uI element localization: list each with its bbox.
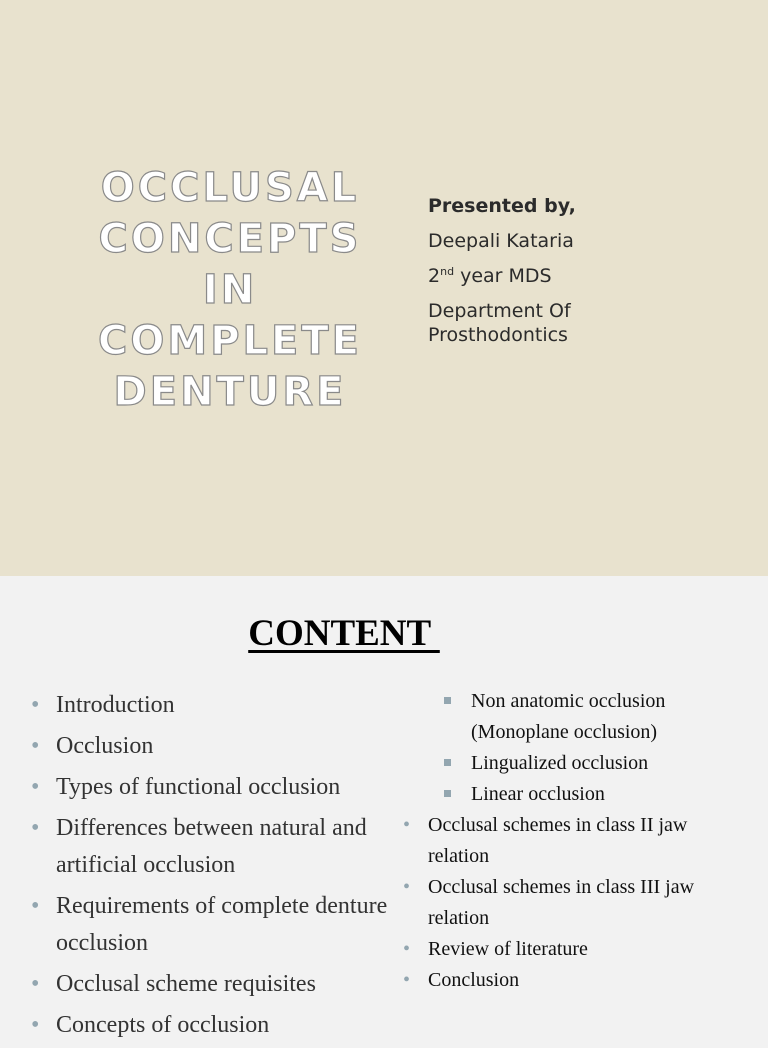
year-number: 2 (428, 265, 441, 287)
bullet-icon: • (403, 814, 411, 836)
list-item-text: Review of literature (428, 938, 588, 960)
list-item-text: Linear occlusion (471, 783, 605, 805)
list-item-text: Occlusion (56, 733, 154, 759)
title-line: COMPLETE (98, 318, 362, 364)
list-item-text: Conclusion (428, 969, 520, 991)
presenter-info (428, 194, 748, 347)
content-slide (0, 576, 768, 1038)
list-item-text: Non anatomic occlusion (Monoplane occlusion) (471, 690, 666, 743)
year-suffix: nd (440, 265, 455, 278)
department-line-2: Prosthodontics (428, 324, 568, 346)
presenter-year (428, 264, 748, 288)
list-item (31, 888, 401, 962)
list-item-text: Concepts of occlusion (56, 1012, 270, 1038)
title-line: DENTURE (113, 369, 347, 415)
content-list-left (31, 687, 401, 1048)
list-item (31, 1007, 401, 1044)
content-heading: CONTENT (248, 613, 440, 654)
presenter-name: Deepali Kataria (428, 230, 574, 252)
list-item-text: Occlusal scheme requisites (56, 971, 316, 997)
list-item (403, 810, 753, 872)
bullet-icon: • (31, 971, 40, 997)
bullet-icon: • (31, 733, 40, 759)
department-line-1: Department Of (428, 300, 571, 322)
list-item (31, 966, 401, 1003)
square-bullet-icon (444, 697, 451, 704)
list-item (31, 769, 401, 806)
title-line: CONCEPTS (98, 216, 362, 262)
list-item (403, 934, 753, 965)
list-item (403, 965, 753, 996)
list-item-text: Occlusal schemes in class III jaw relation (428, 876, 695, 929)
bullet-icon: • (403, 876, 411, 898)
list-item-text: Introduction (56, 692, 175, 718)
list-item-text: Occlusal schemes in class II jaw relation (428, 814, 688, 867)
list-item (403, 748, 753, 779)
bullet-icon: • (31, 774, 40, 800)
list-item-text: Differences between natural and artificial occlusion (56, 815, 367, 878)
list-item (403, 686, 753, 748)
year-text: year MDS (454, 265, 552, 287)
list-item (31, 810, 401, 884)
list-item (403, 872, 753, 934)
list-item-text: Lingualized occlusion (471, 752, 649, 774)
list-item-text: Requirements of complete denture occlusion (56, 893, 388, 956)
presentation-title (80, 163, 380, 418)
square-bullet-icon (444, 790, 451, 797)
bullet-icon: • (31, 893, 40, 919)
bullet-icon: • (31, 815, 40, 841)
bullet-icon: • (403, 969, 411, 991)
list-item (31, 687, 401, 724)
list-item-text: Types of functional occlusion (56, 774, 341, 800)
list-item (403, 779, 753, 810)
bullet-icon: • (31, 1012, 40, 1038)
title-line: OCCLUSAL (100, 165, 360, 211)
title-line: IN (202, 267, 258, 313)
bullet-icon: • (31, 692, 40, 718)
bullet-icon: • (403, 938, 411, 960)
square-bullet-icon (444, 759, 451, 766)
content-list-right (403, 686, 753, 996)
presented-by-label: Presented by, (428, 195, 576, 217)
list-item (31, 728, 401, 765)
